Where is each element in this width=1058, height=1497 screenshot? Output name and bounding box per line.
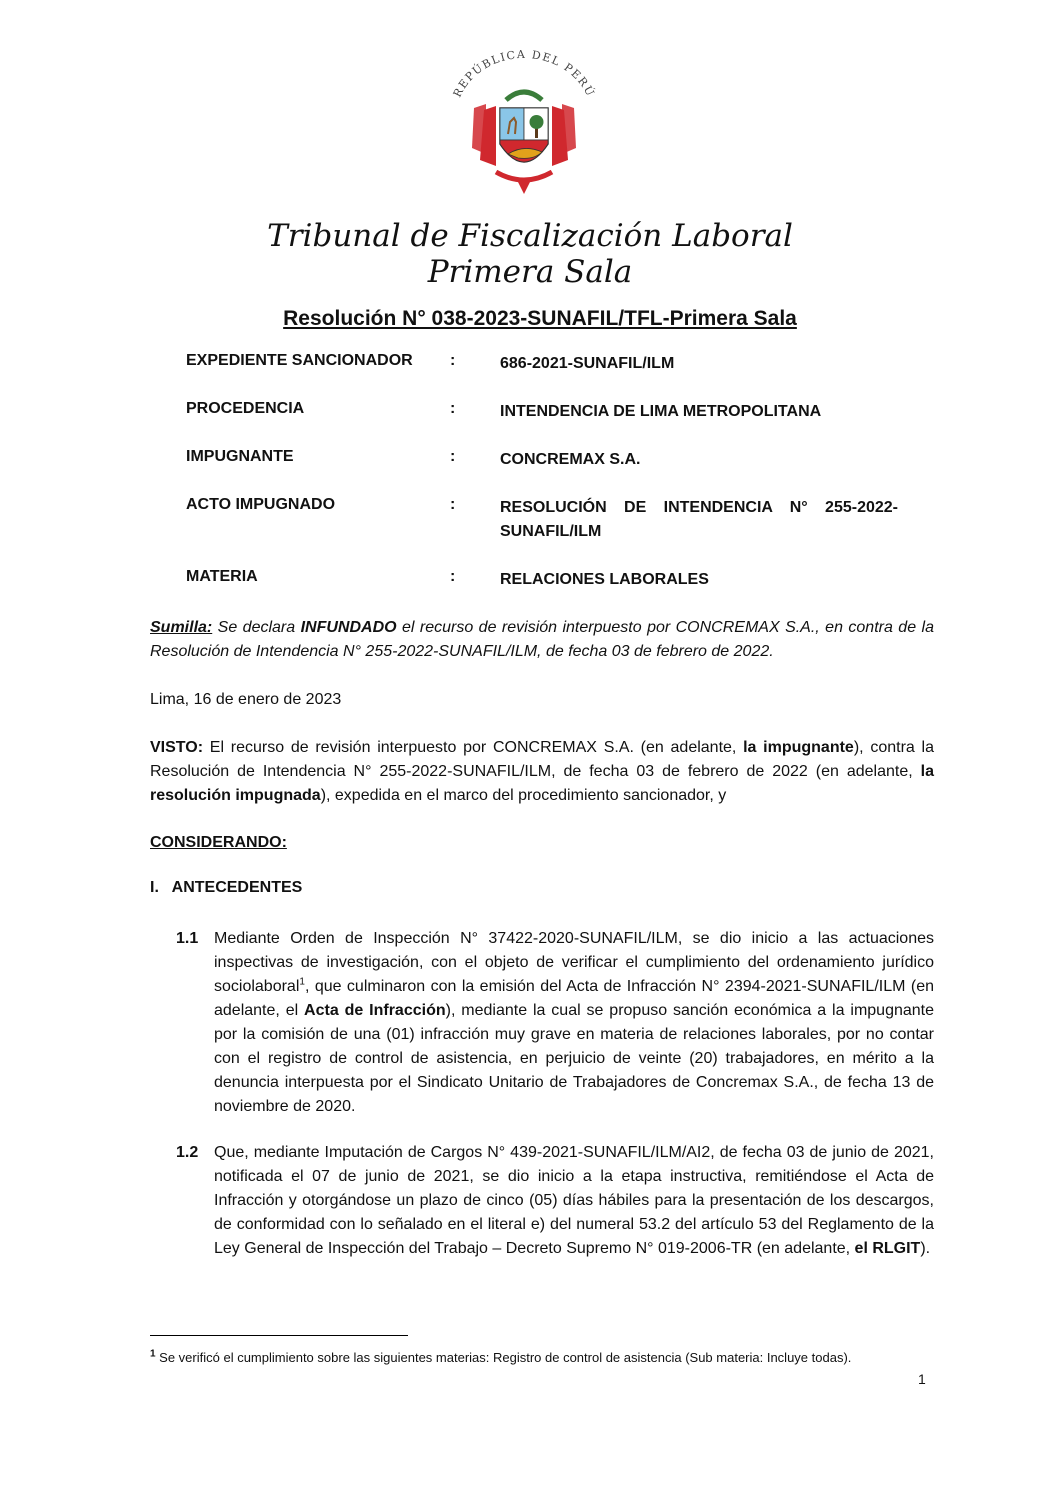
sumilla-text-b: el recurso de revisión interpuesto por CONCREMAX S.A., en contra de la Resolución de Intendencia N° 255-2022-SUNAFIL/ILM, de fecha 03 de febrero de 2022. (150, 619, 934, 660)
footnote-text: Se verificó el cumplimiento sobre las siguientes materias: Registro de control de asistencia (Sub materia: Incluye todas). (155, 1350, 852, 1365)
item-text-a: Mediante Orden de Inspección N° 37422-2020-SUNAFIL/ILM, se dio inicio a las actuaciones inspectivas de investigación, con el objeto de verificar el cumplimiento del ordenamiento jurídico sociolaboral (214, 930, 934, 995)
info-value: RELACIONES LABORALES (500, 571, 709, 588)
info-label: ACTO IMPUGNADO (186, 496, 336, 513)
info-colon: : (450, 496, 456, 513)
info-colon: : (450, 448, 456, 465)
item-number: 1.2 (176, 1144, 199, 1161)
info-colon: : (450, 568, 456, 585)
item-text-a: Que, mediante Imputación de Cargos N° 439-2021-SUNAFIL/ILM/AI2, de fecha 03 de junio de 2021, notificada el 07 de junio de 2021, se dio inicio a la etapa instructiva, remitiéndose el Acta de Infracción y otorgándose un plazo de cinco (05) días hábiles para la presentación de los descargos, de conformidad con lo señalado en el literal e) del numeral 53.2 del artículo 53 del Reglamento de la Ley General de Inspección del Trabajo – Decreto Supremo N° 019-2006-TR (en adelante, (214, 1144, 934, 1257)
info-label: EXPEDIENTE SANCIONADOR (186, 352, 413, 369)
item-text-b: , que culminaron con la emisión del Acta de Infracción N° 2394-2021-SUNAFIL/ILM (en adelante, el (214, 978, 934, 1019)
item-text (214, 927, 934, 1119)
visto-paragraph (150, 736, 934, 808)
item-text (214, 1141, 934, 1261)
info-value: 686-2021-SUNAFIL/ILM (500, 355, 675, 372)
tribunal-title (150, 218, 910, 290)
item-text-b: ). (920, 1240, 931, 1257)
page-number: 1 (918, 1371, 926, 1387)
footnote (150, 1349, 940, 1367)
seal-text: REPÚBLICA DEL PERÚ (450, 48, 598, 100)
sumilla-text-a: Se declara (212, 619, 301, 636)
date-line: Lima, 16 de enero de 2023 (150, 691, 342, 708)
info-colon: : (450, 352, 456, 369)
footnote-marker: 1 (150, 1348, 156, 1360)
info-value-line-2: SUNAFIL/ILM (500, 523, 602, 540)
info-value-line-1: RESOLUCIÓN DE INTENDENCIA N° 255-2022- (500, 499, 898, 516)
visto-text-a: El recurso de revisión interpuesto por CONCREMAX S.A. (en adelante, (203, 739, 744, 756)
item-bold: el RLGIT (854, 1240, 921, 1257)
footnote-separator (150, 1335, 408, 1336)
item-bold: Acta de Infracción (304, 1002, 446, 1019)
item-text-c: ), mediante la cual se propuso sanción económica a la impugnante por la comisión de una (01) infracción muy grave en materia de relaciones laborales, por no contar con el registro de control de asistencia, en perjuicio de veinte (20) trabajadores, en mérito a la denuncia interpuesta por el Sindicato Unitario de Trabajadores de Concremax S.A., de fecha 13 de noviembre de 2020. (214, 1002, 935, 1115)
info-colon: : (450, 400, 456, 417)
sumilla-label: Sumilla: (150, 619, 213, 636)
visto-text-c: ), expedida en el marco del procedimiento sancionador, y (320, 787, 727, 804)
sumilla-paragraph (150, 616, 934, 664)
info-value: CONCREMAX S.A. (500, 451, 641, 468)
section-heading-antecedentes: I. ANTECEDENTES (150, 879, 303, 896)
visto-text-b: ), contra la Resolución de Intendencia N° 255-2022-SUNAFIL/ILM, de fecha 03 de febrero de 2022 (en adelante, (150, 739, 935, 780)
visto-bold-b: la resolución impugnada (150, 763, 934, 804)
resolution-number: Resolución N° 038-2023-SUNAFIL/TFL-Primera Sala (283, 307, 797, 330)
sumilla-infundado: INFUNDADO (300, 619, 397, 636)
info-label: PROCEDENCIA (186, 400, 305, 417)
info-label: IMPUGNANTE (186, 448, 294, 465)
title-line-2: Primera Sala (427, 254, 633, 290)
visto-label: VISTO: (150, 739, 204, 756)
coat-of-arms-seal (434, 48, 614, 198)
info-value: INTENDENCIA DE LIMA METROPOLITANA (500, 403, 822, 420)
title-line-1: Tribunal de Fiscalización Laboral (267, 218, 793, 254)
considerando-heading: CONSIDERANDO: (150, 834, 287, 851)
visto-bold-a: la impugnante (743, 739, 854, 756)
item-number: 1.1 (176, 930, 199, 947)
info-label: MATERIA (186, 568, 258, 585)
footnote-reference: 1 (299, 976, 305, 988)
